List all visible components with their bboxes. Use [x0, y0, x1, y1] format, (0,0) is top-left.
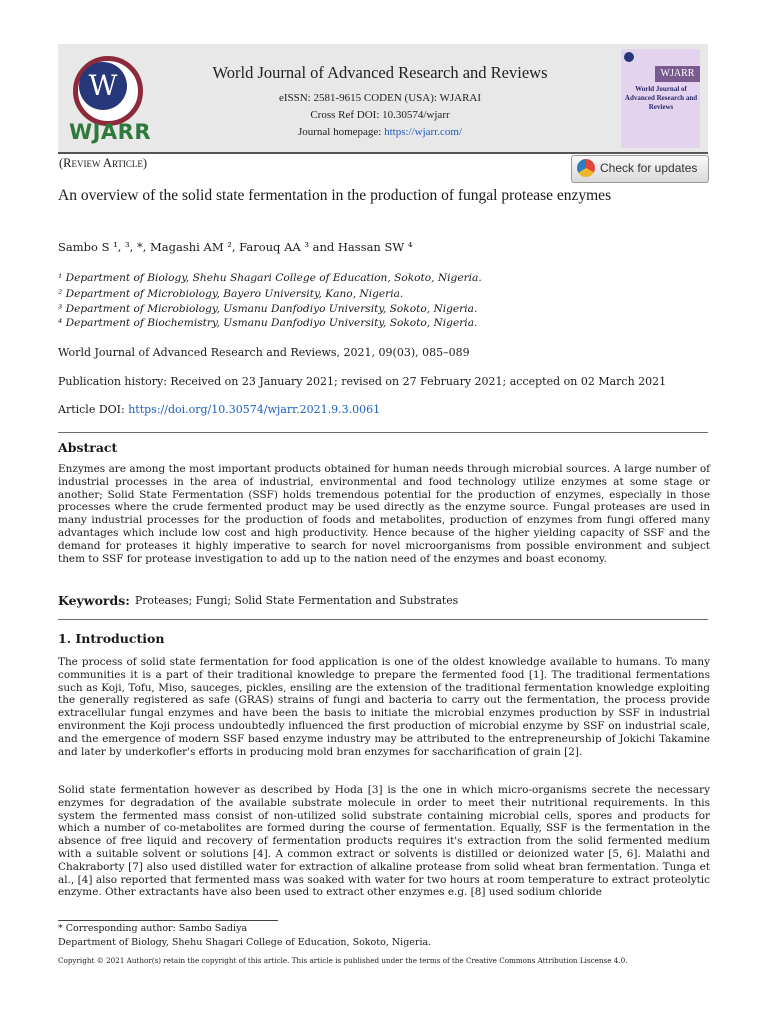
cover-title: World Journal of Advanced Research and Reviews [624, 85, 698, 111]
issn-line: eISSN: 2581-9615 CODEN (USA): WJARAI [278, 92, 482, 104]
cover-band: WJARR [655, 66, 700, 82]
homepage-line [180, 126, 580, 138]
article-doi-line [58, 403, 380, 416]
doi-label: Article DOI: [58, 403, 129, 416]
crossmark-icon [577, 159, 595, 177]
affiliation-3: ³ Department of Microbiology, Usmanu Danfodiyo University, Sokoto, Nigeria. [58, 303, 478, 315]
check-for-updates-label[interactable]: Check for updates [600, 161, 698, 175]
citation-line: World Journal of Advanced Research and Reviews, 2021, 09(03), 085–089 [58, 346, 470, 359]
logo-text: WJARR [68, 120, 152, 144]
header-divider [58, 152, 708, 154]
abstract-heading: Abstract [58, 440, 118, 455]
article-type-label: (Review Article) [59, 156, 148, 170]
introduction-heading: 1. Introduction [58, 631, 165, 646]
homepage-label: Journal homepage: [297, 126, 385, 138]
logo-letter: W [79, 62, 127, 110]
corresponding-department: Department of Biology, Shehu Shagari College of Education, Sokoto, Nigeria. [58, 937, 432, 948]
corresponding-author: * Corresponding author: Sambo Sadiya [58, 923, 248, 934]
footnote-divider [58, 920, 278, 921]
journal-logo [64, 50, 156, 150]
journal-title: World Journal of Advanced Research and Reviews [212, 63, 548, 82]
introduction-paragraph-2: Solid state fermentation however as described by Hoda [3] is the one in which micro-organisms secrete the necessary enzymes for degradation of the available substrate molecule in order to meet their nutritional requirements. In this system the fermented mass consist of non-utilized solid substrate containing microbial cells, spores and products for which a number of co-metabolites are formed during the course of fermentation. Equally, SSF is the fermentation in the absence of free liquid and recovery of fermentation products requires it's extraction from the solid fermented medium with a suitable solvent or solutions [4]. A common extract or solvents is distilled or deionized water [5, 6]. Malathi and Chakraborty [7] also used distilled water for extraction of alkaline protease from solid wheat bran fermentation. Tunga et al., [4] also reported that fermented mass was soaked with water for two hours at room temperature to extract proteolytic enzyme. Other extractants have also been used to extract other enzymes e.g. [8] used sodium chloride [58, 784, 710, 899]
article-title: An overview of the solid state fermentation in the production of fungal protease enzymes [58, 187, 612, 204]
publication-history: Publication history: Received on 23 January 2021; revised on 27 February 2021; accepted on 02 March 2021 [58, 375, 667, 388]
abstract-text: Enzymes are among the most important products obtained for human needs through microbial sources. A large number of industrial processes in the area of industrial, environmental and food technology utilize enzymes at some stage or another; Solid State Fermentation (SSF) holds tremendous potential for the production of enzymes, especially in those processes where the crude fermented product may be used directly as the enzyme source. Fungal proteases are used in many industrial processes for the production of foods and metabolites, production of enzymes from fungi offered many advantages which include low cost and high productivity. Hence because of the higher yielding capacity of SSF and the demand for proteases it highly imperative to search for novel microorganisms from possible environment and subject them to SSF for protease investigation to add up to the nation need of the enzymes and boast economy. [58, 463, 710, 565]
abstract-top-divider [58, 432, 708, 433]
keywords-label: Keywords: [58, 593, 130, 608]
author-list: Sambo S ¹, ³, *, Magashi AM ², Farouq AA ³ and Hassan SW ⁴ [58, 240, 413, 254]
keywords-text: Proteases; Fungi; Solid State Fermentation and Substrates [135, 594, 459, 607]
doi-link[interactable]: https://doi.org/10.30574/wjarr.2021.9.3.0061 [128, 403, 381, 416]
copyright-notice: Copyright © 2021 Author(s) retain the copyright of this article. This article is published under the terms of the Creative Commons Attribution Liscense 4.0. [58, 956, 628, 965]
intro-top-divider [58, 619, 708, 620]
crossref-doi-line: Cross Ref DOI: 10.30574/wjarr [310, 109, 450, 121]
introduction-paragraph-1: The process of solid state fermentation for food application is one of the oldest knowledge available to humans. To many communities it is a part of their traditional knowledge to prepare the fermented food [1]. The traditional fermentations such as Koji, Tofu, Miso, sauceges, pickles, ensiling are the extension of the traditional fermentation knowledge exploiting the generally registered as safe (GRAS) strains of fungi and bacteria to carry out the fermentation, the process provide extracellular fungal enzymes and have been the basis to initiate the microbial enzymes production by SSF in industrial environment the Koji process undoubtedly influenced the first production of microbial enzyme by SSF on industrial scale, and the emergence of modern SSF based enzyme industry may be attributed to the entrepreneurship of Jokichi Takamine and later by underkofler's efforts in producing mold bran enzymes for saccharification of grain [2]. [58, 656, 710, 758]
affiliation-1: ¹ Department of Biology, Shehu Shagari College of Education, Sokoto, Nigeria. [58, 272, 482, 284]
affiliation-4: ⁴ Department of Biochemistry, Usmanu Danfodiyo University, Sokoto, Nigeria. [58, 317, 478, 329]
affiliation-2: ² Department of Microbiology, Bayero University, Kano, Nigeria. [58, 288, 404, 300]
homepage-link[interactable]: https://wjarr.com/ [384, 126, 463, 138]
cover-seal-icon [624, 52, 634, 62]
